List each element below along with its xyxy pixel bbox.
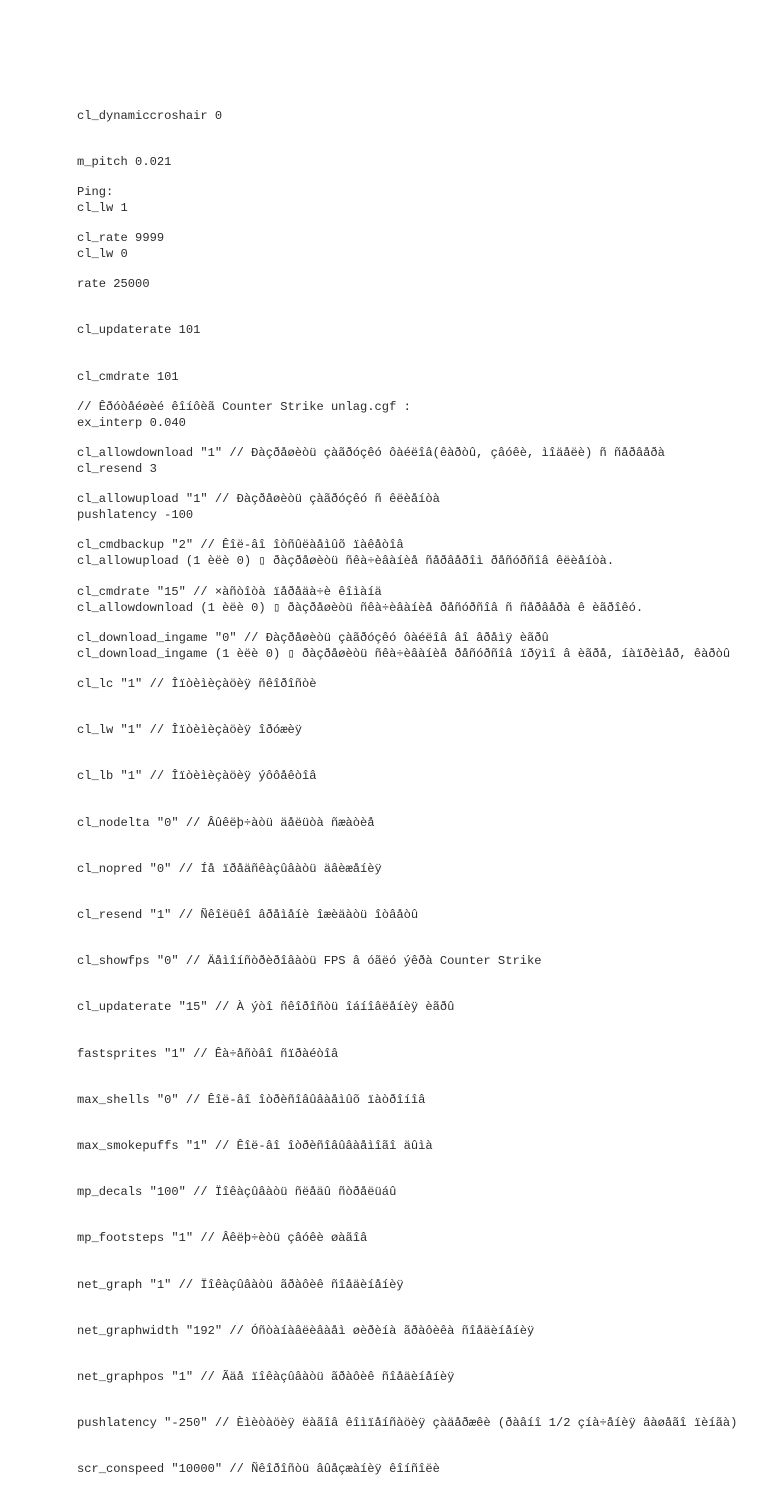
config-line: fastsprites "1" // Êà÷åñòâî ñïðàéòîâ (77, 1046, 339, 1061)
config-line: cl_download_ingame (1 èëè 0) ▯ ðàçðåøèòü ñêà÷èâàíèå ðåñóðñîâ ïðÿìî â èãðå, íàïðèìåð, êàðòû (77, 646, 731, 661)
config-line: net_graphpos "1" // Ãäå ïîêàçûâàòü ãðàôèê ñîåäèíåíèÿ (77, 1370, 455, 1385)
config-line: cl_lw 0 (77, 247, 128, 262)
config-line: cl_lw "1" // Îïòèìèçàöèÿ îðóæèÿ (77, 723, 302, 738)
config-line: cl_nopred "0" // Íå ïðåäñêàçûâàòü äâèæåíèÿ (77, 861, 382, 876)
config-line: pushlatency "-250" // Èìèòàöèÿ ëàãîâ êîìïåíñàöèÿ çàäåðæêè (ðàâíî 1/2 çíà÷åíèÿ âàøåãî ïèíãà) (77, 1416, 738, 1431)
config-line: cl_showfps "0" // Äåìîíñòðèðîâàòü FPS â óãëó ýêðà Counter Strike (77, 954, 542, 969)
config-line: cl_allowupload "1" // Ðàçðåøèòü çàãðóçêó ñ êëèåíòà (77, 492, 440, 507)
config-line: cl_download_ingame "0" // Ðàçðåøèòü çàãðóçêó ôàéëîâ âî âðåìÿ èãðû (77, 630, 549, 645)
config-line: max_shells "0" // Êîë-âî îòðèñîâûâàåìûõ ïàòðîíîâ (77, 1092, 426, 1107)
config-line: cl_cmdrate "15" // ×àñòîòà ïåðåäà÷è êîìàíä (77, 584, 382, 599)
config-line: cl_allowdownload "1" // Ðàçðåøèòü çàãðóçêó ôàéëîâ(êàðòû, çâóêè, ìîäåëè) ñ ñåðâåðà (77, 446, 665, 461)
config-line: pushlatency -100 (77, 508, 194, 523)
config-block-unlag (77, 369, 737, 1509)
config-line: mp_decals "100" // Ïîêàçûâàòü ñëåäû ñòðåëüáû (77, 1185, 397, 1200)
section-heading: Ping: (77, 184, 114, 199)
config-line: cl_resend "1" // Ñêîëüêî âðåìåíè îæèäàòü îòâåòû (77, 908, 419, 923)
config-line: cl_lb "1" // Îïòèìèçàöèÿ ýôôåêòîâ (77, 769, 317, 784)
config-line: cl_lw 1 (77, 201, 128, 216)
config-line: m_pitch 0.021 (77, 155, 172, 170)
config-line: cl_updaterate 101 (77, 323, 201, 338)
config-line: ex_interp 0.040 (77, 415, 186, 430)
config-line: cl_cmdrate 101 (77, 369, 179, 384)
config-line: cl_rate 9999 (77, 231, 165, 246)
config-line: cl_updaterate "15" // À ýòî ñêîðîñòü îáíîâëåíèÿ èãðû (77, 1000, 455, 1015)
config-line: scr_conspeed "10000" // Ñêîðîñòü âûåçæàíèÿ êîíñîëè (77, 1462, 440, 1477)
config-line: rate 25000 (77, 277, 150, 292)
config-line: net_graphwidth "192" // Óñòàíàâëèâàåì øèðèíà ãðàôèêà ñîåäèíåíèÿ (77, 1323, 535, 1338)
config-line: cl_allowdownload (1 èëè 0) ▯ ðàçðåøèòü ñêà÷èâàíèå ðåñóðñîâ ñ ñåðâåðà ê èãðîêó. (77, 600, 644, 615)
config-line: mp_footsteps "1" // Âêëþ÷èòü çâóêè øàãîâ (77, 1231, 368, 1246)
config-line: cl_lc "1" // Îïòèìèçàöèÿ ñêîðîñòè (77, 677, 317, 692)
config-line: cl_cmdbackup "2" // Êîë-âî îòñûëàåìûõ ïàêåòîâ (77, 538, 404, 553)
config-line: cl_resend 3 (77, 462, 157, 477)
config-line: cl_allowupload (1 èëè 0) ▯ ðàçðåøèòü ñêà÷èâàíèå ñåðâåðîì ðåñóðñîâ êëèåíòà. (77, 554, 615, 569)
config-line: cl_dynamiccroshair 0 (77, 108, 223, 123)
comment-heading: // Êðóòåéøèé êîíôèã Counter Strike unlag.cgf : (77, 399, 411, 414)
config-line: cl_nodelta "0" // Âûêëþ÷àòü äåëüòà ñæàòèå (77, 815, 375, 830)
config-line: max_smokepuffs "1" // Êîë-âî îòðèñîâûâàåìîãî äûìà (77, 1139, 433, 1154)
config-line: net_graph "1" // Ïîêàçûâàòü ãðàôèê ñîåäèíåíèÿ (77, 1277, 404, 1292)
